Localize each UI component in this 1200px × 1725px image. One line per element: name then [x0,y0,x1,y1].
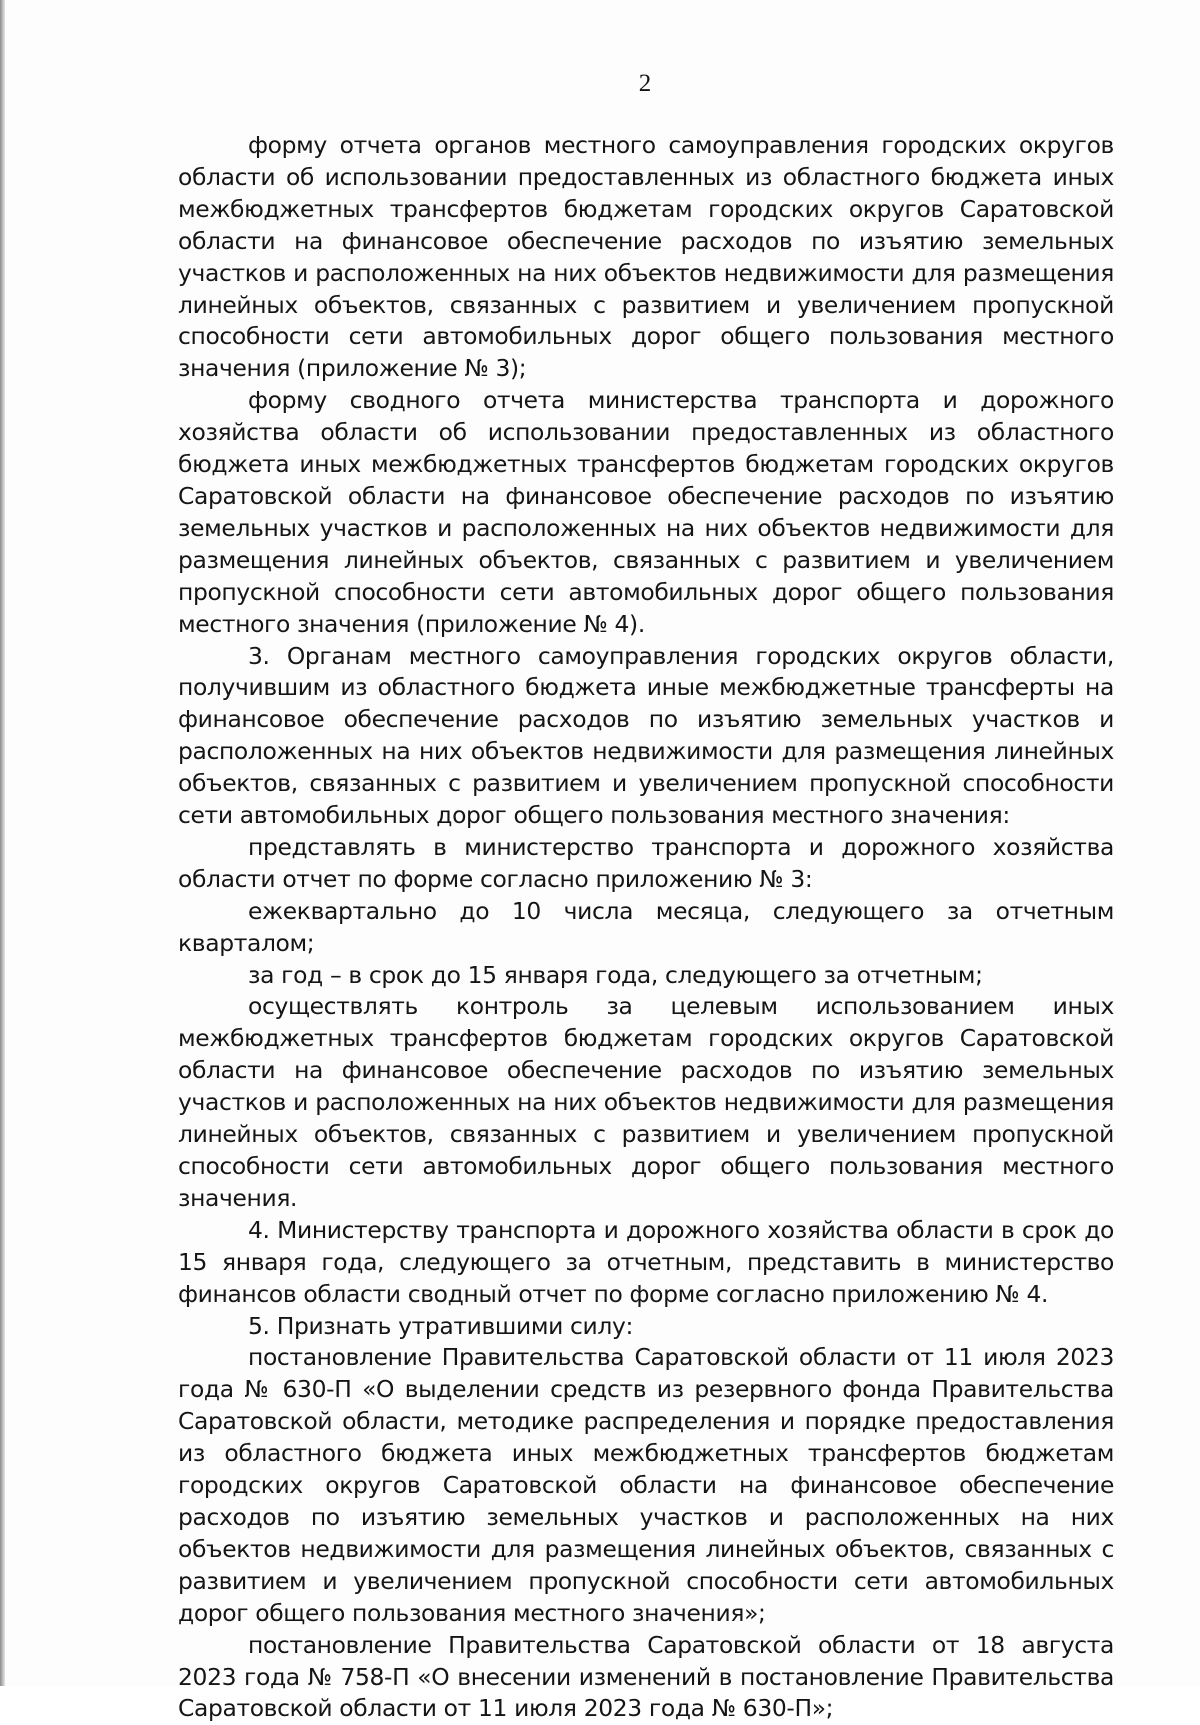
document-body [178,130,1114,1725]
paragraph-form-report-appendix-3: форму отчета органов местного самоуправления городских округов области об использовании предоставленных из областного бюджета иных межбюджетных трансфертов бюджетам городских округов Саратовской области на финансовое обеспечение расходов по изъятию земельных участков и расположенных на них объектов недвижимости для размещения линейных объектов, связанных с развитием и увеличением пропускной способности сети автомобильных дорог общего пользования местного значения (приложение № 3); [178,131,1114,383]
paragraph-resolution-630: постановление Правительства Саратовской области от 11 июля 2023 года № 630-П «О выделении средств из резервного фонда Правительства Саратовской области, методике распределения и порядке предоставления из областного бюджета иных межбюджетных трансфертов бюджетам городских округов Саратовской области на финансовое обеспечение расходов по изъятию земельных участков и расположенных на них объектов недвижимости для размещения линейных объектов, связанных с развитием и увеличением пропускной способности сети автомобильных дорог общего пользования местного значения»; [178,1343,1114,1627]
paragraph-submit-report: представлять в министерство транспорта и дорожного хозяйства области отчет по форме согласно приложению № 3: [178,832,1114,893]
paragraph-item-4: 4. Министерству транспорта и дорожного хозяйства области в срок до 15 января года, следующего за отчетным, представить в министерство финансов области сводный отчет по форме согласно приложению № 4. [178,1215,1114,1308]
paragraph-form-summary-report-appendix-4: форму сводного отчета министерства транспорта и дорожного хозяйства области об использовании предоставленных из областного бюджета иных межбюджетных трансфертов бюджетам городских округов Саратовской области на финансовое обеспечение расходов по изъятию земельных участков и расположенных на них объектов недвижимости для размещения линейных объектов, связанных с развитием и увеличением пропускной способности сети автомобильных дорог общего пользования местного значения (приложение № 4). [178,386,1114,638]
page-number: 2 [638,70,652,97]
paragraph-annual: за год – в срок до 15 января года, следующего за отчетным; [248,960,983,989]
scan-edge-shadow [0,0,5,1686]
paragraph-quarterly: ежеквартально до 10 числа месяца, следующего за отчетным кварталом; [178,896,1114,957]
paragraph-item-3: 3. Органам местного самоуправления городских округов области, получившим из областного бюджета иные межбюджетные трансферты на финансовое обеспечение расходов по изъятию земельных участков и расположенных на них объектов недвижимости для размещения линейных объектов, связанных с развитием и увеличением пропускной способности сети автомобильных дорог общего пользования местного значения: [178,641,1114,830]
paragraph-resolution-758: постановление Правительства Саратовской области от 18 августа 2023 года № 758-П «О внесении изменений в постановление Правительства Саратовской области от 11 июля 2023 года № 630-П»; [178,1630,1114,1723]
paragraph-control: осуществлять контроль за целевым использованием иных межбюджетных трансфертов бюджетам городских округов Саратовской области на финансовое обеспечение расходов по изъятию земельных участков и расположенных на них объектов недвижимости для размещения линейных объектов, связанных с развитием и увеличением пропускной способности сети автомобильных дорог общего пользования местного значения. [178,992,1114,1212]
paragraph-item-5: 5. Признать утратившими силу: [248,1311,634,1340]
